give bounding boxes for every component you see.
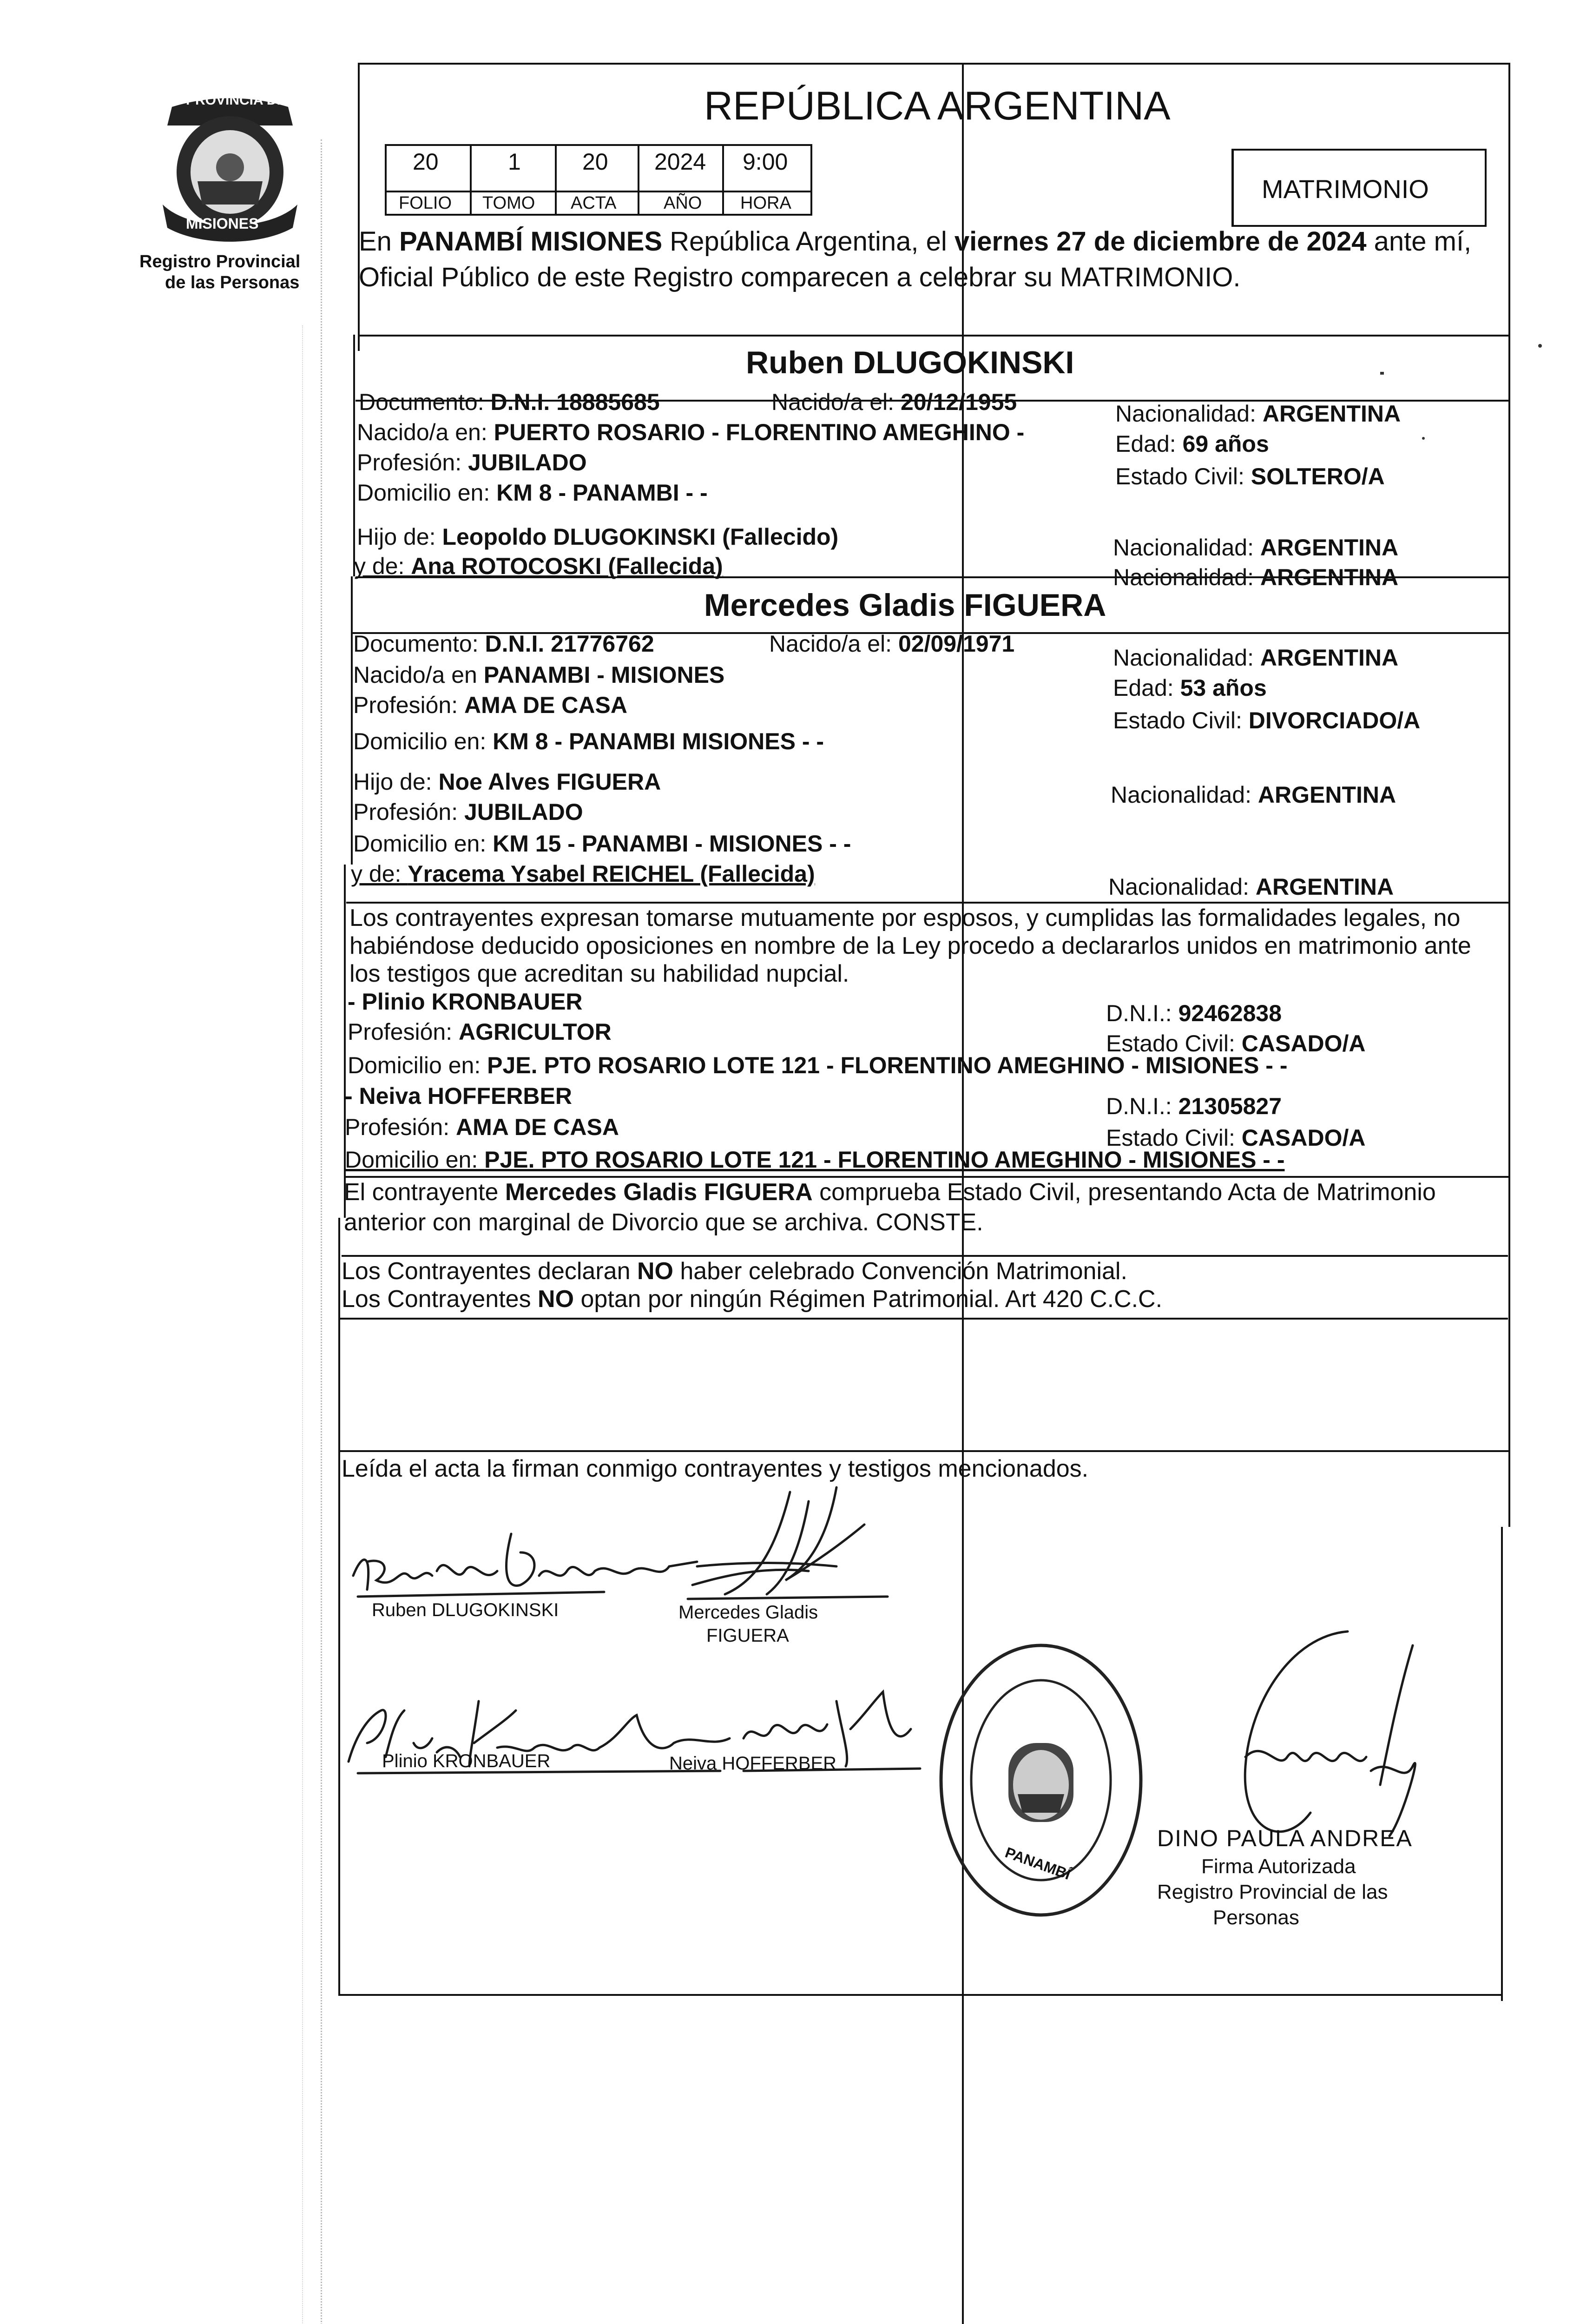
- witness1-profession: Profesión: AGRICULTOR: [348, 1019, 612, 1045]
- reading-statement: Leída el acta la firman conmigo contrayentes y testigos mencionados.: [342, 1455, 1089, 1482]
- spouse1-civil-status: Estado Civil: SOLTERO/A: [1115, 463, 1385, 489]
- spouse2-mother: y de: Yracema Ysabel REICHEL (Fallecida): [351, 861, 815, 887]
- logo-registry-line2: de las Personas: [165, 273, 300, 292]
- note-regime: Los Contrayentes NO optan por ningún Régimen Patrimonial. Art 420 C.C.C.: [342, 1286, 1163, 1313]
- logo-seal-top: PROVINCIA DE: [186, 92, 286, 108]
- spouse1-address: Domicilio en: KM 8 - PANAMBI - -: [357, 480, 708, 506]
- intro-date: viernes 27 de diciembre de 2024: [954, 226, 1367, 257]
- note-previous-marriage-line2: anterior con marginal de Divorcio que se archiva. CONSTE.: [344, 1209, 983, 1236]
- ref-hora-label: HORA: [740, 193, 791, 213]
- spouse1-profession: Profesión: JUBILADO: [357, 449, 587, 475]
- spouse1-father-nationality: Nacionalidad: ARGENTINA: [1113, 535, 1399, 561]
- note-convention: Los Contrayentes declaran NO haber celebrado Convención Matrimonial.: [342, 1258, 1127, 1285]
- spouse1-document: Documento: D.N.I. 18885685: [359, 389, 660, 415]
- signature-label-mercedes-line2: FIGUERA: [706, 1625, 789, 1646]
- ref-tomo-label: TOMO: [482, 193, 535, 213]
- ref-acta-value: 20: [582, 149, 608, 175]
- official-line1: Firma Autorizada: [1201, 1855, 1356, 1878]
- spouse2-nationality: Nacionalidad: ARGENTINA: [1113, 645, 1399, 671]
- signature-label-plinio: Plinio KRONBAUER: [382, 1751, 551, 1771]
- spouse2-father-address: Domicilio en: KM 15 - PANAMBI - MISIONES - -: [353, 831, 851, 857]
- spouse1-nationality: Nacionalidad: ARGENTINA: [1115, 401, 1401, 427]
- declaration-line2: habiéndose deducido oposiciones en nombre de la Ley procedo a declararlos unidos en matrimonio ante: [349, 932, 1471, 959]
- witness2-name: - Neiva HOFFERBER: [345, 1083, 572, 1109]
- ref-anio-label: AÑO: [664, 193, 702, 213]
- witness2-civil-status: Estado Civil: CASADO/A: [1106, 1125, 1366, 1151]
- witness1-name: - Plinio KRONBAUER: [348, 989, 583, 1015]
- witness2-dni: D.N.I.: 21305827: [1106, 1093, 1282, 1119]
- spouse2-address: Domicilio en: KM 8 - PANAMBI MISIONES - -: [353, 728, 824, 754]
- spouse2-birthdate: Nacido/a el: 02/09/1971: [769, 631, 1015, 657]
- spouse1-birthdate: Nacido/a el: 20/12/1955: [771, 389, 1017, 415]
- witness1-civil-status: Estado Civil: CASADO/A: [1106, 1030, 1366, 1056]
- official-name: DINO PAULA ANDREA: [1157, 1825, 1413, 1851]
- official-line2: Registro Provincial de las: [1157, 1881, 1388, 1903]
- spouse2-father: Hijo de: Noe Alves FIGUERA: [353, 769, 661, 795]
- ref-tomo-value: 1: [508, 149, 521, 175]
- logo-seal-bottom: MISIONES: [186, 215, 259, 232]
- witness2-profession: Profesión: AMA DE CASA: [345, 1114, 619, 1140]
- spouse2-birthplace: Nacido/a en PANAMBI - MISIONES: [353, 662, 725, 688]
- intro-place: PANAMBÍ MISIONES: [399, 226, 663, 257]
- registry-stamp: [934, 1636, 1148, 1924]
- signature-label-neiva: Neiva HOFFERBER: [669, 1753, 837, 1774]
- act-type-label: MATRIMONIO: [1262, 174, 1429, 204]
- spouse2-name: Mercedes Gladis FIGUERA: [704, 588, 1106, 623]
- spouse2-profession: Profesión: AMA DE CASA: [353, 692, 627, 718]
- spouse1-age: Edad: 69 años: [1115, 431, 1269, 457]
- declaration-line1: Los contrayentes expresan tomarse mutuamente por esposos, y cumplidas las formalidades legales, no: [349, 905, 1461, 931]
- spouse2-mother-nationality: Nacionalidad: ARGENTINA: [1108, 874, 1394, 900]
- spouse2-civil-status: Estado Civil: DIVORCIADO/A: [1113, 707, 1421, 733]
- spouse2-father-nationality: Nacionalidad: ARGENTINA: [1111, 782, 1396, 808]
- witness1-address: Domicilio en: PJE. PTO ROSARIO LOTE 121 - FLORENTINO AMEGHINO - MISIONES - -: [348, 1052, 1288, 1078]
- intro-line1: En PANAMBÍ MISIONES República Argentina, el viernes 27 de diciembre de 2024 ante mí,: [359, 226, 1472, 257]
- spouse1-father: Hijo de: Leopoldo DLUGOKINSKI (Fallecido): [357, 524, 839, 550]
- ref-acta-label: ACTA: [571, 193, 617, 213]
- signature-label-ruben: Ruben DLUGOKINSKI: [372, 1600, 559, 1620]
- signature-label-mercedes-line1: Mercedes Gladis: [678, 1602, 818, 1623]
- signature-plinio-scribble: [339, 1673, 757, 1794]
- stamp-bottom-text: PANAMBÍ: [1003, 1843, 1073, 1883]
- spouse2-document: Documento: D.N.I. 21776762: [353, 631, 654, 657]
- logo-registry-line1: Registro Provincial: [139, 252, 301, 271]
- witness1-dni: D.N.I.: 92462838: [1106, 1000, 1282, 1026]
- ref-folio-label: FOLIO: [399, 193, 452, 213]
- spouse2-age: Edad: 53 años: [1113, 675, 1267, 701]
- official-line3: Personas: [1213, 1906, 1299, 1929]
- declaration-line3: los testigos que acreditan su habilidad nupcial.: [349, 960, 849, 987]
- spouse1-mother-nationality: Nacionalidad: ARGENTINA: [1113, 564, 1399, 590]
- ref-hora-value: 9:00: [743, 149, 788, 175]
- witness2-address: Domicilio en: PJE. PTO ROSARIO LOTE 121 - FLORENTINO AMEGHINO - MISIONES - -: [345, 1147, 1285, 1173]
- spouse1-birthplace: Nacido/a en: PUERTO ROSARIO - FLORENTINO AMEGHINO -: [357, 419, 1025, 445]
- act-type-box: [1231, 149, 1487, 227]
- country-title: REPÚBLICA ARGENTINA: [704, 84, 1171, 128]
- spouse2-father-profession: Profesión: JUBILADO: [353, 799, 583, 825]
- intro-line2: Oficial Público de este Registro comparecen a celebrar su MATRIMONIO.: [359, 262, 1241, 292]
- spouse1-mother: y de: Ana ROTOCOSKI (Fallecida): [354, 553, 723, 579]
- ref-anio-value: 2024: [654, 149, 706, 175]
- reference-table: [385, 139, 812, 218]
- note-previous-marriage-line1: El contrayente Mercedes Gladis FIGUERA comprueba Estado Civil, presentando Acta de Matrimonio: [344, 1179, 1436, 1206]
- spouse1-name: Ruben DLUGOKINSKI: [746, 345, 1074, 380]
- ref-folio-value: 20: [413, 149, 439, 175]
